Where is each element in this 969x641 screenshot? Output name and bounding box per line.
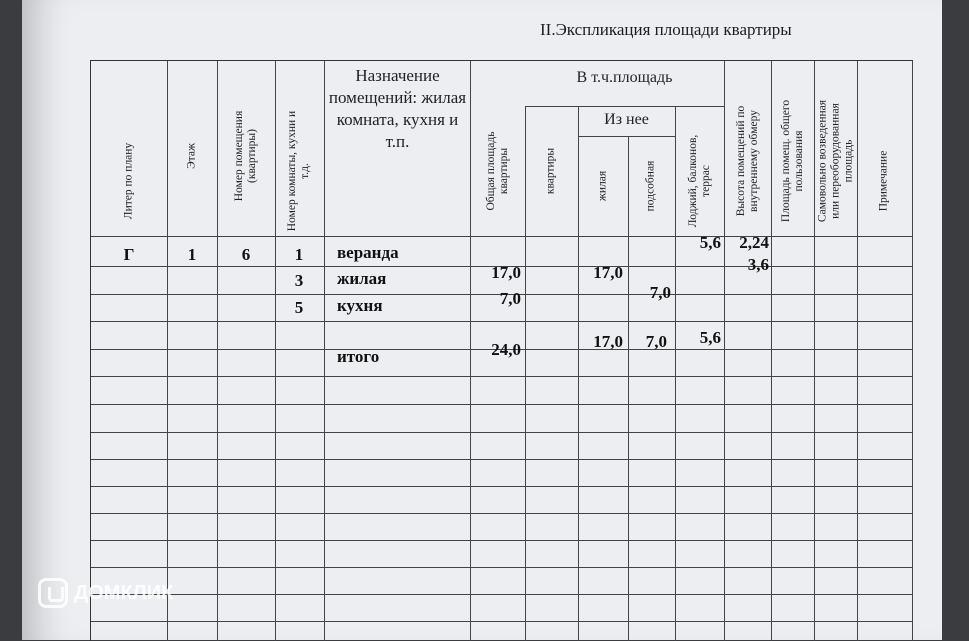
header-height: Высота помещений по внутреннему обмеру [735,105,760,217]
cell-total: 17,0 [491,263,521,282]
cell-auxiliary: 7,0 [649,283,671,302]
header-common-area: Площадь помещ. общего пользования [780,99,805,223]
cell-total: 7,0 [499,289,521,308]
cell-floor: 1 [187,245,197,264]
domclick-watermark [38,578,173,608]
header-room-no: Номер комнаты, кухни и т.д. [286,110,311,232]
cell-living: 17,0 [593,263,623,282]
cell-height: 3,6 [747,255,769,274]
cell-height: 2,24 [739,233,769,252]
cell-purpose: кухня [337,296,383,315]
header-self-built: Самовольно возведенная или переоборудованная площадь [816,99,855,223]
header-purpose: Назначение помещений: жилая комната, кухня и т.п. [328,66,467,151]
cell-living: 17,0 [593,332,623,351]
header-living: жилая [596,170,609,202]
cell-litera: Г [123,245,135,264]
header-total-area: Общая площадь квартиры [485,131,510,211]
watermark-text: ДОМКЛИК [74,581,174,604]
cell-apartment: 6 [241,245,251,264]
cell-loggia: 5,6 [699,328,721,347]
header-loggias: Лоджий, балконов, террас [687,134,712,228]
domclick-house-icon [38,578,68,608]
header-note: Примечание [877,150,890,212]
cell-auxiliary: 7,0 [645,332,667,351]
header-apartment-no: Номер помещения (квартиры) [233,110,258,202]
explication-table [90,60,913,641]
header-of-which: Из нее [604,111,649,128]
header-incl-area: В т.ч.площадь [576,69,673,86]
page-title: II.Экспликация площади квартиры [540,20,792,39]
header-litera: Литер по плану [122,142,135,220]
cell-room: 5 [294,298,304,317]
header-apartments: квартиры [544,147,557,195]
cell-purpose: жилая [337,269,387,288]
cell-purpose: веранда [337,243,399,262]
header-auxiliary: подсобная [644,160,657,212]
cell-room: 1 [294,245,304,264]
cell-loggia: 5,6 [699,233,721,252]
header-floor: Этаж [185,143,198,169]
cell-purpose-total: итого [337,347,380,366]
cell-total: 24,0 [491,340,521,359]
cell-room: 3 [294,271,304,290]
